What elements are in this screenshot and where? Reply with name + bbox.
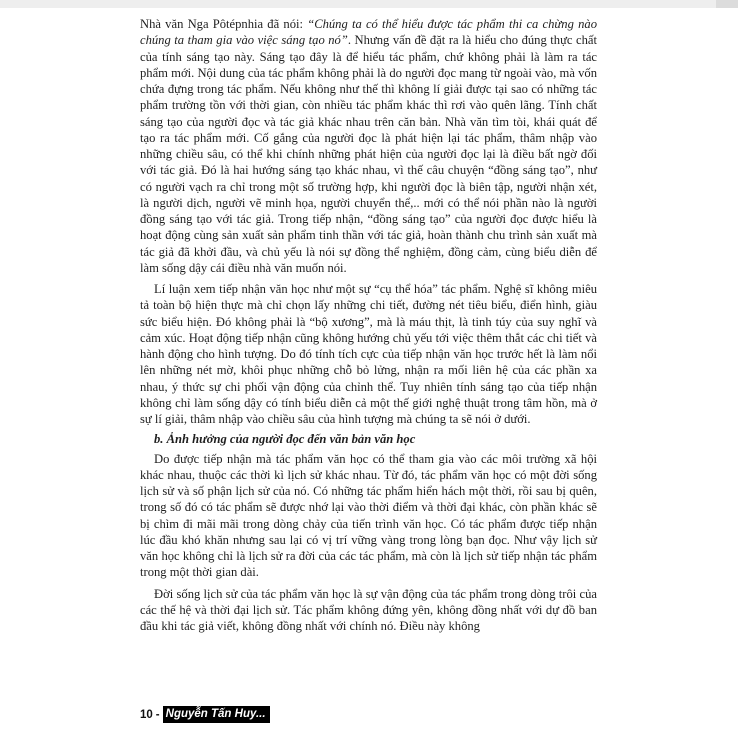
paragraph-1-body: . Nhưng vấn đề đặt ra là hiểu cho đúng thực chất của tính sáng tạo này. Sáng tạo đây là để hiểu tác phẩm, chứ không phải là làm ra tác phẩm mới. Nội dung của tác phẩm không phải là do người đọc mang từ ngoài vào, mà vốn chứa đựng trong tác phẩm. Nếu không như thế thì không lí giải được tại sao có những tác phẩm trường tồn với thời gian, còn nhiều tác phẩm khác thì rơi vào quên lãng. Tính chất sáng tạo của người đọc và tác giả khác nhau trên căn bản. Nhà văn tìm tòi, khái quát để tạo ra tác phẩm mới. Cố gắng của người đọc là phát hiện lại tác phẩm, thâm nhập vào những chiều sâu, có thể khi chính những phát hiện của người đọc lại là điều bất ngờ đối với tác giả. Đó là hai hướng sáng tạo khác nhau, vì thế câu chuyện “đồng sáng tạo”, như có người vạch ra chỉ trong một số trường hợp, khi người đọc là biên tập, người nhận xét, là người dịch, người vẽ minh họa, người chuyển thể,.. mới có thể nói phần nào là người đồng sáng tạo với tác giả. Trong tiếp nhận, “đồng sáng tạo” của người đọc được hiểu là hoạt động cùng sản xuất sản phẩm tinh thần với tác giả, hoàn thành chu trình sản xuất mà tác giả đã khởi đầu, và chủ yếu là nói sự đồng thể nghiệm, đồng cảm, cùng biểu diễn để làm sống dậy cái điều nhà văn muốn nói. — [140, 33, 597, 275]
scan-corner-shadow — [716, 0, 738, 8]
paragraph-1-quote: “Chúng ta có thể hiểu được tác phẩm thi ca chừng nào chúng ta tham gia vào việc sáng tạo nó” — [140, 17, 597, 48]
page-number: 10 — [140, 708, 153, 721]
scan-top-edge — [0, 0, 738, 8]
footer-separator: - — [155, 708, 160, 721]
paragraph-1-lead: Nhà văn Nga Pôtépnhia đã nói: — [140, 17, 308, 31]
paragraph-4: Đời sống lịch sử của tác phẩm văn học là sự vận động của tác phẩm trong dòng trôi của các thế hệ và thời đại lịch sử. Tác phẩm không đứng yên, không đồng nhất với dự đồ ban đầu khi tác giả viết, không đồng nhất với chính nó. Điều này không — [140, 586, 597, 633]
page-body — [140, 16, 597, 634]
page-footer — [140, 706, 270, 723]
footer-author: Nguyễn Tấn Huy... — [163, 706, 270, 723]
section-heading: b. Ảnh hưởng của người đọc đến văn bản văn học — [154, 432, 416, 447]
paragraph-1 — [140, 16, 597, 276]
paragraph-3: Do được tiếp nhận mà tác phẩm văn học có thể tham gia vào các môi trường xã hội khác nhau, thuộc các thời kì lịch sử khác nhau. Từ đó, tác phẩm văn học có một đời sống lịch sử và số phận lịch sử của nó. Có những tác phẩm hiển hách một thời, rồi sau bị quên, trong số đó có tác phẩm sẽ được nhớ lại vào thời điểm và thời đại khác, còn phần khác sẽ bị chìm đi mãi mãi trong dòng chảy của tiến trình văn học. Có tác phẩm được tiếp nhận lúc đầu khó khăn nhưng sau lại có vị trí vững vàng trong lòng bạn đọc. Như vậy lịch sử văn học không chỉ là lịch sử ra đời của các tác phẩm, mà còn là lịch sử tiếp nhận tác phẩm trong một thời gian dài. — [140, 451, 597, 580]
paragraph-2: Lí luận xem tiếp nhận văn học như một sự “cụ thể hóa” tác phẩm. Nghệ sĩ không miêu tả toàn bộ hiện thực mà chỉ chọn lấy những chi tiết, đường nét tiêu biểu, điển hình, giàu sức biểu hiện. Đó không phải là “bộ xương”, mà là máu thịt, là tinh túy của suy nghĩ và cảm xúc. Hoạt động tiếp nhận cũng không hướng chủ yếu tới việc thêm thắt các chi tiết và hành động cho hình tượng. Do đó tính tích cực của tiếp nhận văn học trước hết là làm nổi lên những nét mờ, khôi phục những chỗ bỏ lửng, nhận ra mối liên hệ của các phần xa nhau, ý thức sự chi phối vận động của chỉnh thể. Tuy nhiên tính sáng tạo của tiếp nhận không chỉ làm sống dậy có tính biểu diễn cả một thế giới nghệ thuật trong tâm hồn, mà ở sự lí giải, thâm nhập vào chiều sâu của hình tượng mà chúng ta sẽ nói ở dưới. — [140, 282, 597, 426]
